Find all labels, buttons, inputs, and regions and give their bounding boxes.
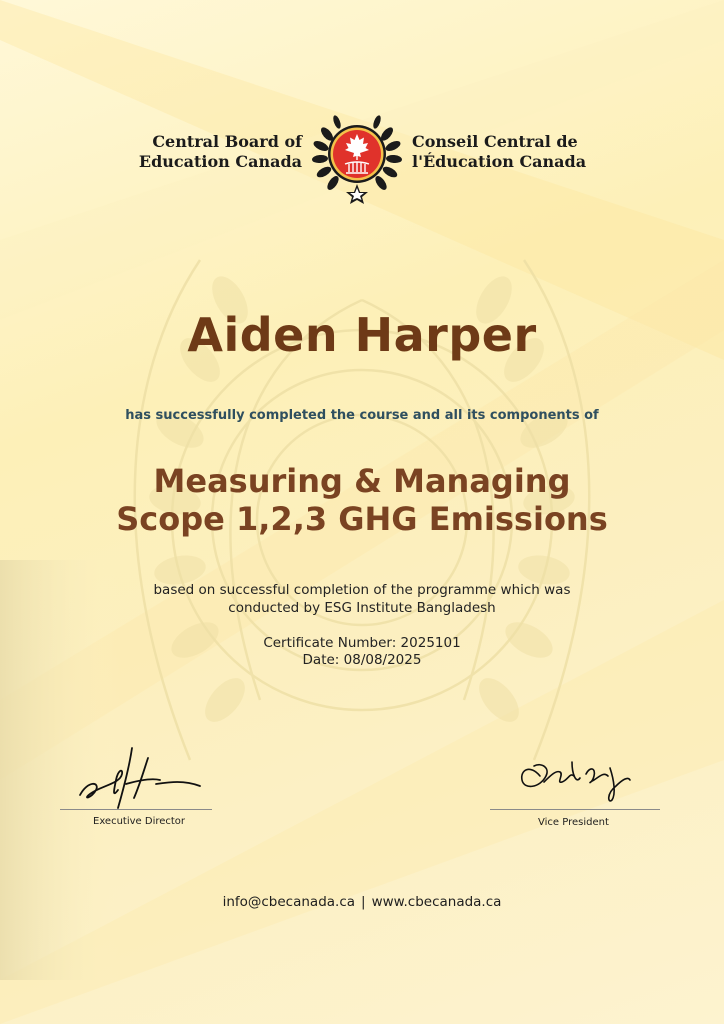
signature-line-left (60, 809, 212, 810)
course-title-line2: Scope 1,2,3 GHG Emissions (116, 500, 608, 538)
signature-vice-president-image (490, 750, 662, 808)
contact-email[interactable]: info@cbecanada.ca (222, 894, 356, 910)
signature-title-left: Executive Director (93, 816, 186, 827)
signature-vice-president (490, 750, 662, 835)
contact-website[interactable]: www.cbecanada.ca (371, 894, 502, 910)
issuer-name-french (412, 132, 612, 172)
course-title (0, 462, 724, 538)
contact-footer (0, 894, 724, 910)
issuer-name-english-line2: Education Canada (138, 152, 302, 171)
completion-statement: has successfully completed the course and all its components of (125, 408, 599, 423)
completion-basis (0, 581, 724, 617)
maple-leaf-laurel-seal-icon (307, 104, 407, 204)
issuer-name-english (120, 132, 302, 172)
recipient-name: Aiden Harper (187, 308, 537, 362)
certificate-details (0, 635, 724, 669)
issuer-name-french-line1: Conseil Central de (412, 132, 578, 151)
completion-basis-line1: based on successful completion of the programme which was (153, 582, 571, 598)
issuer-name-english-line1: Central Board of (152, 132, 302, 151)
course-title-line1: Measuring & Managing (153, 462, 571, 500)
signature-line-right (490, 809, 660, 810)
signature-executive-director-image (60, 740, 215, 812)
certificate-header (0, 104, 724, 204)
completion-basis-line2: conducted by ESG Institute Bangladesh (228, 600, 496, 616)
signature-title-right: Vice President (538, 817, 609, 828)
certificate-date: Date: 08/08/2025 (302, 652, 422, 668)
signature-executive-director (60, 740, 215, 835)
contact-separator: | (361, 894, 366, 910)
issuer-name-french-line2: l'Éducation Canada (412, 152, 587, 171)
certificate-number: Certificate Number: 2025101 (263, 635, 461, 651)
